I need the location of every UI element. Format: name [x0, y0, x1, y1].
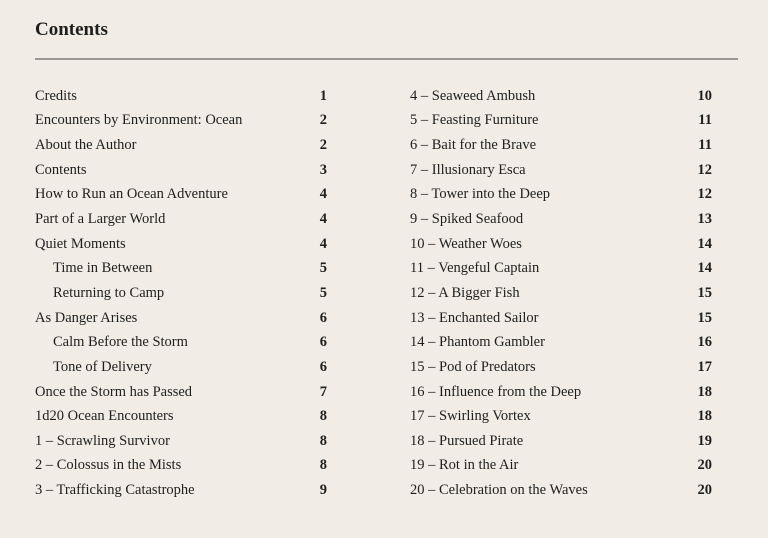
toc-entry-page: 14 [697, 260, 712, 277]
toc-entry-label: As Danger Arises [35, 309, 138, 326]
toc-entry-page: 12 [697, 186, 712, 203]
toc-entry[interactable] [35, 380, 327, 405]
toc-entry-label: 2 – Colossus in the Mists [35, 457, 182, 474]
toc-entry-page: 13 [697, 211, 712, 228]
toc-entry-page: 2 [319, 112, 327, 129]
toc-entry-label: 4 – Seaweed Ambush [410, 87, 536, 104]
toc-entry[interactable] [410, 207, 712, 232]
toc-entry-label: 17 – Swirling Vortex [410, 408, 531, 425]
toc-entry[interactable] [35, 207, 327, 232]
toc-entry[interactable] [35, 404, 327, 429]
toc-entry[interactable] [410, 478, 712, 503]
toc-entry[interactable] [35, 454, 327, 479]
toc-entry-label: 20 – Celebration on the Waves [410, 482, 588, 499]
toc-entry-page: 20 [697, 457, 712, 474]
toc-entry-page: 6 [319, 334, 327, 351]
toc-entry-page: 2 [319, 137, 327, 154]
toc-entry-label: How to Run an Ocean Adventure [35, 186, 228, 203]
toc-entry-label: 10 – Weather Woes [410, 235, 522, 252]
toc-entry[interactable] [410, 404, 712, 429]
toc-entry[interactable] [410, 158, 712, 183]
toc-entry-label: 19 – Rot in the Air [410, 457, 519, 474]
toc-entry-page: 1 [319, 87, 327, 104]
toc-entry[interactable] [410, 183, 712, 208]
toc-column-left [35, 84, 327, 503]
toc-entry-page: 10 [697, 87, 712, 104]
toc-column-right [410, 84, 712, 503]
toc-entry-page: 6 [319, 309, 327, 326]
toc-entry-page: 5 [319, 284, 327, 301]
toc-entry-page: 12 [697, 161, 712, 178]
toc-entry-page: 4 [319, 211, 327, 228]
toc-entry-page: 11 [698, 112, 712, 129]
toc-entry-label: 7 – Illusionary Esca [410, 161, 526, 178]
toc-entry-label: 14 – Phantom Gambler [410, 334, 545, 351]
toc-entry[interactable] [410, 84, 712, 109]
toc-entry-page: 5 [319, 260, 327, 277]
toc-entry-label: 11 – Vengeful Captain [410, 260, 540, 277]
toc-entry-page: 7 [319, 383, 327, 400]
toc-entry-label: About the Author [35, 137, 137, 154]
title-divider [35, 58, 738, 60]
toc-entry[interactable] [410, 281, 712, 306]
toc-entry-page: 17 [697, 358, 712, 375]
toc-entry-label: Part of a Larger World [35, 211, 166, 228]
toc-entry[interactable] [35, 355, 327, 380]
toc-entry[interactable] [410, 306, 712, 331]
toc-entry[interactable] [410, 256, 712, 281]
toc-entry[interactable] [35, 281, 327, 306]
toc-entry-page: 18 [697, 408, 712, 425]
toc-entry-label: 3 – Trafficking Catastrophe [35, 482, 195, 499]
toc-entry-page: 19 [697, 432, 712, 449]
toc-entry[interactable] [35, 306, 327, 331]
toc-entry-page: 6 [319, 358, 327, 375]
toc-entry-label: 16 – Influence from the Deep [410, 383, 582, 400]
toc-entry[interactable] [410, 109, 712, 134]
toc-entry-page: 11 [698, 137, 712, 154]
toc-entry-label: Once the Storm has Passed [35, 383, 193, 400]
toc-entry-page: 14 [697, 235, 712, 252]
toc-entry-label: 1 – Scrawling Survivor [35, 432, 170, 449]
toc-entry-page: 15 [697, 309, 712, 326]
toc-entry[interactable] [410, 429, 712, 454]
toc-entry-page: 18 [697, 383, 712, 400]
toc-entry-page: 15 [697, 284, 712, 301]
toc-entry-label: Time in Between [53, 260, 153, 277]
toc-entry[interactable] [410, 330, 712, 355]
toc-entry[interactable] [35, 256, 327, 281]
toc-entry-label: 12 – A Bigger Fish [410, 284, 520, 301]
toc-entry-page: 8 [319, 432, 327, 449]
toc-entry-label: Quiet Moments [35, 235, 126, 252]
toc-entry-page: 8 [319, 408, 327, 425]
toc-entry-page: 4 [319, 235, 327, 252]
toc-entry-label: Tone of Delivery [53, 358, 152, 375]
toc-entry-label: Contents [35, 161, 87, 178]
toc-entry-page: 4 [319, 186, 327, 203]
toc-entry[interactable] [35, 478, 327, 503]
toc-entry-label: 15 – Pod of Predators [410, 358, 536, 375]
toc-entry[interactable] [410, 380, 712, 405]
toc-entry[interactable] [35, 330, 327, 355]
toc-entry-page: 9 [319, 482, 327, 499]
toc-entry-label: Encounters by Environment: Ocean [35, 112, 243, 129]
toc-entry[interactable] [35, 84, 327, 109]
toc-entry[interactable] [410, 355, 712, 380]
toc-entry-label: 8 – Tower into the Deep [410, 186, 551, 203]
toc-entry[interactable] [410, 133, 712, 158]
toc-entry-label: Credits [35, 87, 77, 104]
toc-entry-label: Returning to Camp [53, 284, 165, 301]
toc-entry[interactable] [35, 183, 327, 208]
toc-entry-page: 3 [319, 161, 327, 178]
toc-entry[interactable] [35, 232, 327, 257]
toc-entry[interactable] [35, 158, 327, 183]
toc-entry-page: 8 [319, 457, 327, 474]
toc-entry-label: 6 – Bait for the Brave [410, 137, 537, 154]
toc-entry-label: 1d20 Ocean Encounters [35, 408, 174, 425]
toc-entry-page: 20 [697, 482, 712, 499]
toc-entry[interactable] [410, 232, 712, 257]
page-title: Contents [35, 19, 108, 40]
toc-entry[interactable] [35, 429, 327, 454]
toc-entry-label: 5 – Feasting Furniture [410, 112, 539, 129]
toc-entry-page: 16 [697, 334, 712, 351]
toc-entry[interactable] [410, 454, 712, 479]
toc-entry[interactable] [35, 109, 327, 134]
toc-entry[interactable] [35, 133, 327, 158]
toc-entry-label: 9 – Spiked Seafood [410, 211, 524, 228]
toc-entry-label: 18 – Pursued Pirate [410, 432, 524, 449]
toc-entry-label: 13 – Enchanted Sailor [410, 309, 539, 326]
toc-entry-label: Calm Before the Storm [53, 334, 188, 351]
